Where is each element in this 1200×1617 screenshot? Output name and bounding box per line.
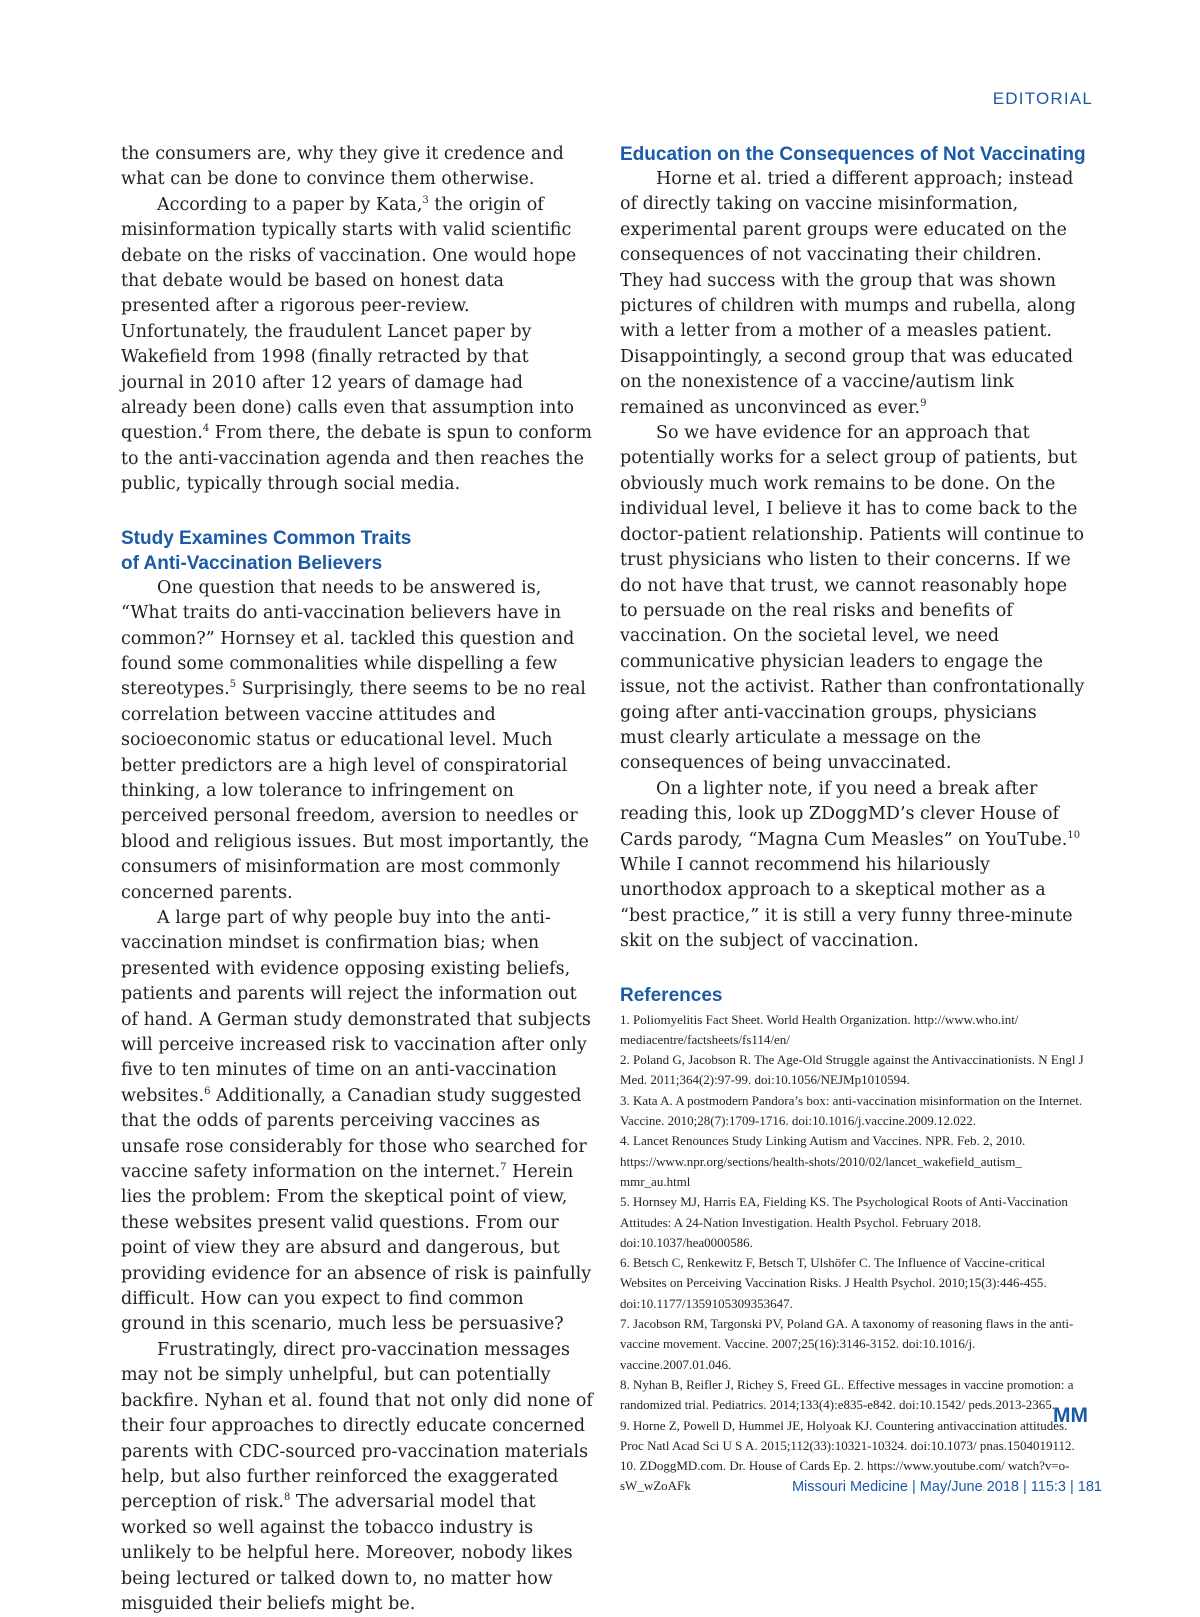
paragraph-text: Additionally, a Canadian study suggested that the odds of parents perceiving vaccines as unsafe rose considerably for those who searched for vaccine safety information on the internet.: [121, 1085, 587, 1183]
paragraph: [121, 1338, 593, 1617]
paragraph: So we have evidence for an approach that potentially works for a select group of patients, but obviously much work remains to be done. On the individual level, I believe it has to come back to the doctor-patient relationship. Patients will continue to trust physicians who listen to their concerns. If we do not have that trust, we cannot reasonably hope to persuade on the real risks and benefits of vaccination. On the societal level, we need communicative physician leaders to engage the issue, not the activist. Rather than confrontationally going after anti-vaccination groups, physicians must clearly articulate a message on the consequences of being unvaccinated.: [620, 423, 1085, 774]
paragraph-text: From there, the debate is spun to conform to the anti-vaccination agenda and then reaches the public, typically through social media.: [121, 423, 592, 495]
citation-marker: 5: [229, 679, 237, 691]
paragraph-text: According to a paper by Kata,: [157, 194, 423, 215]
paragraph: the consumers are, why they give it credence and what can be done to convince them otherwise.: [121, 144, 564, 190]
paragraph: [121, 193, 593, 498]
paragraph-text: One question that needs to be answered is, “What traits do anti-vaccination believers have in common?” Hornsey et al. tackled this question and found some commonalities while dispelling a few stereotypes.: [121, 577, 575, 700]
citation-marker: 3: [422, 194, 429, 206]
paragraph: [620, 167, 1086, 421]
paragraph: [121, 576, 593, 906]
heading-line: of Anti-Vaccination Believers: [121, 552, 383, 574]
paragraph-text: Horne et al. tried a different approach; instead of directly taking on vaccine misinformation, experimental parent groups were educated on the consequences of not vaccinating their children. They had success with the group that was shown pictures of children with mumps and rubella, along with a letter from a mother of a measles patient. Disappointingly, a second group that was educated on the nonexistence of a vaccine/autism link remained as unconvinced as ever.: [620, 169, 1076, 418]
paragraph-text: A large part of why people buy into the anti-vaccination mindset is confirmation bias; when presented with evidence opposing existing beliefs, patients and parents will reject the information out of hand. A German study demonstrated that subjects will perceive increased risk to vaccination after only five to ten minutes of time on an anti-vaccination websites.: [121, 907, 591, 1106]
reference-item: 7. Jacobson RM, Targonski PV, Poland GA. A taxonomy of reasoning flaws in the anti-vaccine movement. Vaccine. 2007;25(16):3146-3152. doi:10.1016/j. vaccine.2007.01.046.: [620, 1316, 1074, 1372]
reference-item: 9. Horne Z, Powell D, Hummel JE, Holyoak KJ. Countering antivaccination attitudes. Proc Natl Acad Sci U S A. 2015;112(33):10321-10324. doi:10.1073/ pnas.1504019112.: [620, 1417, 1075, 1453]
citation-marker: 6: [204, 1085, 211, 1097]
reference-item: 5. Hornsey MJ, Harris EA, Fielding KS. The Psychological Roots of Anti-Vaccination Attitudes: A 24-Nation Investigation. Health Psychol. February 2018. doi:10.1037/hea0000586.: [620, 1194, 1068, 1250]
paragraph-text: Herein lies the problem: From the skeptical point of view, these websites present valid questions. From our point of view they are absurd and dangerous, but providing evidence for an absence of risk is painfully difficult. How can you expect to find common ground in this scenario, much less be persuasive?: [121, 1162, 592, 1335]
reference-item: 2. Poland G, Jacobson R. The Age-Old Struggle against the Antivaccinationists. N Engl J Med. 2011;364(2):97-99. doi:10.1056/NEJMp1010594.: [620, 1052, 1084, 1088]
left-column: [121, 142, 593, 1617]
page-footer: Missouri Medicine | May/June 2018 | 115:3 | 181: [791, 1479, 1102, 1495]
heading-line: Study Examines Common Traits: [121, 527, 412, 549]
reference-list: [620, 1010, 1086, 1497]
citation-marker: 4: [202, 423, 210, 435]
reference-item: 3. Kata A. A postmodern Pandora’s box: anti-vaccination misinformation on the Internet. Vaccine. 2010;28(7):1709-1716. doi:10.1016/j.vaccine.2009.12.022.: [620, 1092, 1083, 1129]
reference-item: 4. Lancet Renounces Study Linking Autism and Vaccines. NPR. Feb. 2, 2010. https://www.npr.org/sections/health-shots/2010/02/lancet_wakefield_autism_ mmr_au.html: [620, 1133, 1026, 1189]
paragraph-text: Frustratingly, direct pro-vaccination messages may not be simply unhelpful, but can potentially backfire. Nyhan et al. found that not only did none of their four approaches to directly educate concerned parents with CDC-sourced pro-vaccination materials help, but also further reinforced the exaggerated perception of risk.: [121, 1339, 593, 1513]
citation-marker: 7: [500, 1162, 507, 1174]
reference-item: 8. Nyhan B, Reifler J, Richey S, Freed GL. Effective messages in vaccine promotion: a randomized trial. Pediatrics. 2014;133(4):e835-e842. doi:10.1542/ peds.2013-2365.: [620, 1376, 1074, 1413]
reference-item: 6. Betsch C, Renkewitz F, Betsch T, Ulshöfer C. The Influence of Vaccine-critical Websites on Perceiving Vaccination Risks. J Health Psychol. 2010;15(3):446-455. doi:10.1177/1359105309353647.: [620, 1255, 1047, 1311]
paragraph-text: the origin of misinformation typically starts with valid scientific debate on the risks of vaccination. One would hope that debate would be based on honest data presented after a rigorous peer-review. Unfortunately, the fraudulent Lancet paper by Wakefield from 1998 (finally retracted by that journal in 2010 after 12 years of damage had already been done) calls even that assumption into question.: [121, 194, 577, 444]
paragraph: [620, 777, 1086, 955]
paragraph: [121, 906, 593, 1338]
citation-marker: 8: [283, 1492, 291, 1504]
citation-marker: 10: [1067, 829, 1081, 841]
paragraph-text: The adversarial model that worked so well against the tobacco industry is unlikely to be helpful here. Moreover, nobody likes being lectured or talked down to, no matter how misguided their beliefs might be.: [121, 1492, 573, 1614]
paragraph-text: While I cannot recommend his hilariously unorthodox approach to a skeptical mother as a “best practice,” it is still a very funny three-minute skit on the subject of vaccination.: [620, 854, 1073, 952]
section-label: EDITORIAL: [992, 89, 1093, 108]
references-heading: References: [620, 984, 723, 1006]
citation-marker: 9: [920, 397, 927, 409]
end-mark-logo: MM: [1053, 1404, 1088, 1427]
right-column: [620, 142, 1086, 1497]
section-heading: [121, 526, 593, 576]
paragraph-text: Surprisingly, there seems to be no real correlation between vaccine attitudes and socioeconomic status or educational level. Much better predictors are a high level of conspiratorial thinking, a low tolerance to infringement on perceived personal freedom, aversion to needles or blood and religious issues. But most importantly, the consumers of misinformation are most commonly concerned parents.: [121, 679, 589, 903]
paragraph-text: On a lighter note, if you need a break after reading this, look up ZDoggMD’s clever House of Cards parody, “Magna Cum Measles” on YouTube.: [620, 778, 1068, 850]
reference-item: 1. Poliomyelitis Fact Sheet. World Health Organization. http://www.who.int/ mediacentre/factsheets/fs114/en/: [620, 1011, 1019, 1047]
reference-item: 10. ZDoggMD.com. Dr. House of Cards Ep. 2. https://www.youtube.com/ watch?v=o-sW_wZoAFk: [620, 1458, 1070, 1494]
section-heading: Education on the Consequences of Not Vaccinating: [620, 144, 1086, 165]
